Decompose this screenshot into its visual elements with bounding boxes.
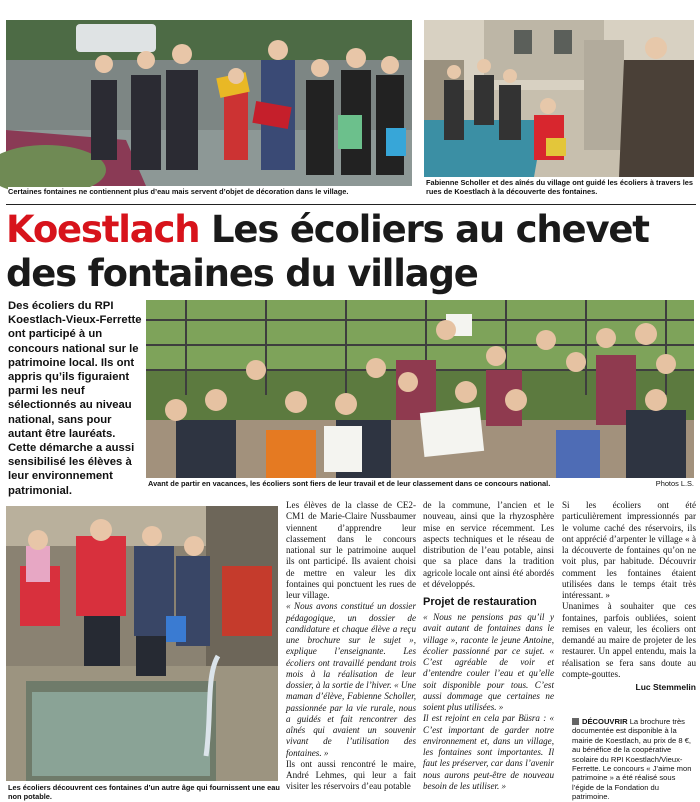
separator-line — [6, 204, 696, 205]
photo-fountain — [6, 506, 278, 781]
article-lede: Des écoliers du RPI Koestlach-Vieux-Ferrette ont participé à un concours national sur le patrimoine local. Ils ont appris qu’ils figuraient parmi les neuf sélectionnés au niveau national, sans pour autant être lauréats. Cette démarche a aussi sensibilisé les élèves à leur environnement patrimonial. — [8, 300, 142, 497]
paragraph: Unanimes à souhaiter que ces fontaines, parfois oubliées, soient remises en valeur, les écoliers ont demandé au maire de projeter de les restaurer. Un appel entendu, mais la réalisation se fera sans doute au compte-gouttes. — [562, 601, 696, 679]
paragraph: « Nous avons constitué un dossier pédagogique, un dossier de candidature et chaque élève a reçu une brochure sur le sujet », explique l’enseignante. Les écoliers ont travaillé pendant trois mois à la réalisation de leur dossier, à la sortie de l’hiver. « Une maman d’élève, Fabienne Scholler, passionnée par la vie rurale, nous a guidés et fait rencontrer des aînés qui avaient un souvenir vivant de l’utilisation des fontaines. » — [286, 601, 416, 758]
article-column-1 — [286, 500, 416, 793]
article-column-2 — [423, 500, 554, 792]
info-text: La brochure très documentée est disponible à la mairie de Koestlach, au prix de 8 €, au bénéfice de la coopérative scolaire du RPI Koestlach/Vieux-Ferrette. Le concours « J’aime mon patrimoine » a été réalisé sous l’égide de la Fondation du patrimoine. — [572, 717, 692, 802]
photo-caption: Certaines fontaines ne contiennent plus d’eau mais servent d’objet de décoration dans le village. — [8, 187, 412, 196]
photo-caption: Avant de partir en vacances, les écoliers sont fiers de leur travail et de leur classement dans ce concours national. — [148, 479, 628, 488]
photo-caption: Fabienne Scholler et des aînés du village ont guidé les écoliers à travers les rues de Koestlach à la découverte des fontaines. — [426, 178, 696, 196]
photo-children-street — [6, 20, 412, 186]
headline-place: Koestlach — [6, 208, 200, 251]
paragraph: Il est rejoint en cela par Büsra : « C’est important de garder notre environnement et, dans un village, les fontaines sont importantes. Il faut les préserver, car dans l’avenir nous aurons peut-être de nouveau besoin de les utiliser. » — [423, 713, 554, 791]
square-bullet-icon — [572, 718, 579, 725]
article-byline: Luc Stemmelin — [635, 682, 696, 692]
photo-guide-woman — [424, 20, 694, 177]
paragraph: Si les écoliers ont été particulièrement impressionnés par le volume caché des réservoirs, ils ont apprécié d’arpenter le village « à la découverte de fontaines qu’on ne voit plus, par habitude. Découvrir comment les fontaines étaient utilisées dans le temps était très intéressant. » — [562, 500, 696, 600]
section-subhead: Projet de restauration — [423, 596, 537, 608]
paragraph: « Nous ne pensions pas qu’il y avait autant de fontaines dans le village », raconte le jeune Antoine, écolier passionné par ce sujet. « C’est agréable de voir et d’entendre couler l’eau et qu’elle soit disponible pour tous. C’est aussi dommage que certaines ne soient plus utilisées. » — [423, 612, 554, 712]
photo-credit: Photos L.S. — [640, 479, 694, 488]
photo-caption: Les écoliers découvrent ces fontaines d’un autre âge qui fournissent une eau non potable. — [8, 783, 280, 801]
article-column-3 — [562, 500, 696, 693]
paragraph: de la commune, l’ancien et le nouveau, ainsi que la rhyzosphère mise en service récemment. Les aspects techniques et le réseau de distribution de l’eau potable, ainsi que sa place dans la tradition agricole locale ont ainsi été abordés et développés. — [423, 500, 554, 589]
headline-title: Les écoliers au chevet des fontaines du village — [6, 208, 649, 295]
article-headline — [6, 208, 696, 296]
info-keyword: DÉCOUVRIR — [582, 717, 628, 726]
info-box — [572, 717, 696, 802]
paragraph: Ils ont aussi rencontré le maire, André Lehmes, qui leur a fait visiter les réservoirs d’eau potable — [286, 758, 416, 792]
photo-group-certificates — [146, 300, 694, 478]
paragraph: Les élèves de la classe de CE2-CM1 de Marie-Claire Nussbaumer viennent d’apprendre leur classement dans le concours national sur le patrimoine auquel ils ont participé. Ils avaient choisi de mettre en valeur les dix fontaines qui ponctuent les rues de leur village. — [286, 500, 416, 600]
